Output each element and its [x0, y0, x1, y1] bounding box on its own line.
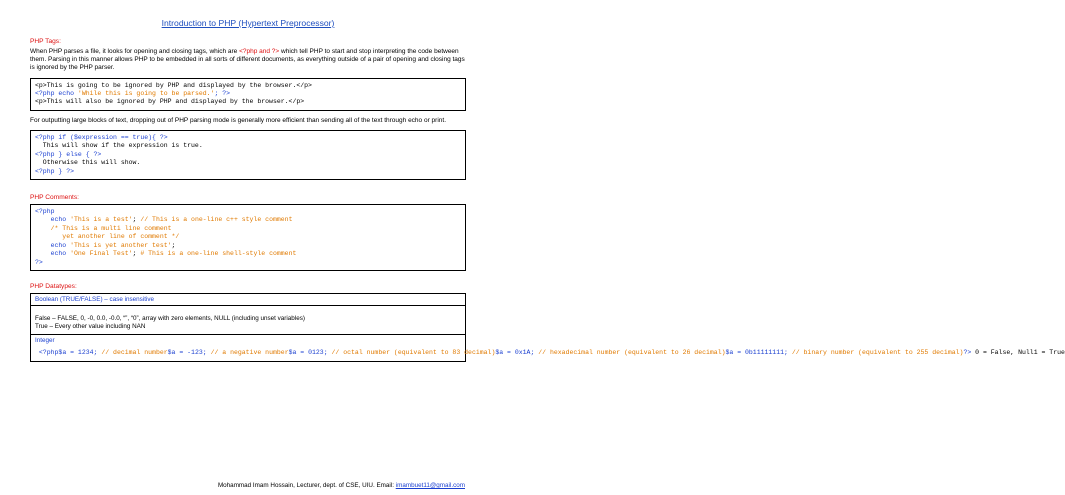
code-token: ;	[132, 216, 141, 224]
code-line	[168, 349, 289, 356]
code-token: $a = 1234;	[58, 349, 102, 357]
code-token: if ($expression == true)	[58, 134, 153, 142]
code-token: echo	[35, 241, 71, 249]
code-token: // hexadecimal number (equivalent to 26 decimal)	[538, 349, 726, 357]
footer-author: Mohammad Imam Hossain, Lecturer, dept. of CSE, UIU. Email:	[217, 482, 396, 489]
code-token: ; ?>	[214, 90, 231, 98]
code-token: <p>This will also be ignored by PHP and displayed by the browser.</p>	[35, 98, 305, 106]
code-line	[35, 208, 461, 216]
code-token: This will show if the expression is true.	[35, 142, 203, 150]
code-line	[289, 349, 496, 356]
code-token: <?php	[35, 134, 59, 142]
code-token: ;	[132, 250, 141, 258]
code-token: 'This is a test'	[70, 216, 133, 224]
code-line	[495, 349, 725, 356]
section-heading-datatypes: PHP Datatypes:	[30, 282, 77, 290]
code-token: $a = 0123;	[288, 349, 332, 357]
code-block-embedding	[30, 78, 466, 111]
code-token: # This is a one-line shell-style comment	[140, 250, 297, 258]
tags-paragraph-post: which tell PHP to start and stop interpreting the code between them. Parsing in this manner allows PHP to be embedded in all sorts of different documents, as everything outside of a pair of opening and closing tags is ignored by the PHP parser.	[30, 48, 465, 72]
boolean-true-text: True – Every other value including NAN	[35, 323, 146, 331]
code-token: // a negative number	[210, 349, 289, 357]
code-token: // binary number (equivalent to 255 decimal)	[791, 349, 964, 357]
code-block-comments	[30, 204, 466, 271]
output-paragraph: For outputting large blocks of text, dropping out of PHP parsing mode is generally more efficient than sending all of the text through echo or print.	[30, 116, 447, 124]
code-line	[35, 159, 461, 167]
code-token: <?php	[35, 208, 55, 216]
code-line	[35, 142, 461, 150]
code-token: 'While this is going to be parsed.'	[77, 90, 215, 98]
code-token: ?>	[35, 258, 43, 266]
code-line	[35, 259, 461, 267]
document-page	[30, 18, 1065, 362]
code-token: } ?>	[58, 167, 75, 175]
code-token: echo	[35, 216, 71, 224]
tags-paragraph-pre: When PHP parses a file, it looks for opening and closing tags, which are	[30, 48, 240, 55]
code-line	[35, 225, 461, 233]
code-token: ?>	[963, 349, 972, 357]
code-token: 'One Final Test'	[70, 250, 133, 258]
code-token: 0 = False, Null	[975, 349, 1034, 357]
code-token: <?php	[35, 150, 59, 158]
code-line	[35, 168, 461, 176]
code-token: // decimal number	[101, 349, 168, 357]
code-token: /* This is a multi line comment	[35, 224, 172, 232]
code-token: echo	[58, 90, 78, 98]
code-line	[35, 151, 461, 159]
boolean-body	[31, 306, 465, 335]
code-token: echo	[35, 250, 71, 258]
code-block-conditional	[30, 130, 466, 180]
code-token: <?php	[35, 90, 59, 98]
code-line	[35, 242, 461, 250]
code-token: $a = 0b11111111;	[725, 349, 792, 357]
code-line	[35, 98, 461, 106]
code-line	[35, 216, 461, 224]
footer-email-link[interactable]: imambuet11@gmail.com	[395, 482, 465, 489]
code-token: $a = 0x1A;	[495, 349, 539, 357]
code-token: } else { ?>	[58, 150, 102, 158]
code-token: 1 = True	[1033, 349, 1065, 357]
section-heading-comments: PHP Comments:	[30, 194, 79, 202]
code-line	[35, 90, 461, 98]
code-token: <p>This is going to be ignored by PHP and displayed by the browser.</p>	[35, 81, 312, 89]
code-token: ;	[171, 241, 176, 249]
php-tags-inline: <?php and ?>	[239, 48, 280, 55]
code-line	[35, 134, 461, 142]
code-token: yet another line of comment */	[35, 233, 180, 241]
code-line	[58, 349, 167, 356]
code-token: <?php	[38, 349, 59, 357]
boolean-false-text: False – FALSE, 0, -0, 0.0, -0.0, “”, “0”, array with zero elements, NULL (including unset variables)	[35, 314, 305, 322]
code-line	[1034, 349, 1065, 356]
code-line	[35, 82, 461, 90]
code-token: // This is a one-line c++ style comment	[140, 216, 293, 224]
tags-paragraph	[30, 48, 466, 73]
page-title: Introduction to PHP (Hypertext Preprocessor)	[161, 18, 335, 28]
integer-header: Integer	[35, 337, 55, 345]
code-line	[726, 349, 964, 356]
code-block-integer	[31, 346, 1065, 360]
code-token: Otherwise this will show.	[35, 159, 141, 167]
code-line	[35, 233, 461, 241]
code-line	[975, 349, 1034, 356]
datatypes-table	[30, 293, 1065, 362]
code-token: { ?>	[152, 134, 168, 142]
code-line	[39, 349, 59, 356]
code-token: // octal number (equivalent to 83 decimal)	[331, 349, 496, 357]
code-token: $a = -123;	[167, 349, 211, 357]
section-heading-tags: PHP Tags:	[30, 38, 61, 45]
code-token: 'This is yet another test'	[70, 241, 172, 249]
boolean-header: Boolean (TRUE/FALSE) – case insensitive	[31, 294, 465, 306]
code-line	[35, 250, 461, 258]
code-token: <?php	[35, 167, 59, 175]
